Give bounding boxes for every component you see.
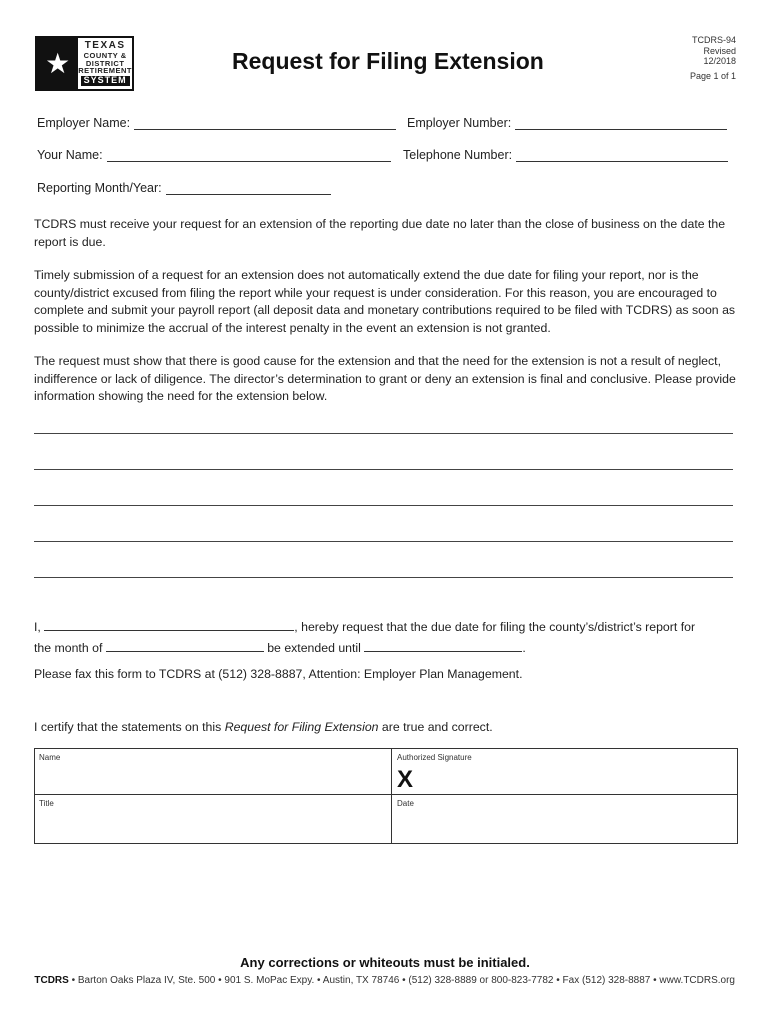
explanation-line-4[interactable] <box>34 541 733 542</box>
telephone-number-field[interactable] <box>403 148 728 162</box>
signature-table <box>34 748 738 844</box>
extended-until-input-line[interactable] <box>364 639 522 652</box>
star-icon: ★ <box>37 38 78 89</box>
certify-statement <box>34 720 493 734</box>
date-cell-label: Date <box>397 799 414 808</box>
reporting-month-year-field[interactable] <box>37 181 331 195</box>
footer-org: TCDRS <box>34 975 69 986</box>
explanation-line-5[interactable] <box>34 577 733 578</box>
month-of-input-line[interactable] <box>106 639 264 652</box>
your-name-input-line[interactable] <box>107 149 391 162</box>
your-name-label: Your Name: <box>37 148 103 162</box>
logo-line-3: DISTRICT <box>85 58 125 68</box>
request-statement <box>34 617 739 685</box>
explanation-line-3[interactable] <box>34 505 733 506</box>
reporting-month-year-label: Reporting Month/Year: <box>37 181 162 195</box>
logo-line-5: SYSTEM <box>81 76 130 85</box>
logo-line-1: TEXAS <box>84 40 126 52</box>
your-name-field[interactable] <box>37 148 391 162</box>
page-title: Request for Filing Extension <box>232 48 544 74</box>
telephone-number-label: Telephone Number: <box>403 148 513 162</box>
employer-number-label: Employer Number: <box>407 116 512 130</box>
paragraph-2: Timely submission of a request for an extension does not automatically extend the due date for filing your report, nor is the county/district excused from filing the report while your request is under consideration. For this reason, you are encouraged to complete and submit your payroll report (all deposit data and monetary contributions required to be filed with TCDRS) as soon as possible to minimize the accrual of the interest penalty in the event an extension is not granted. <box>34 268 736 335</box>
certify-form-name: Request for Filing Extension <box>224 720 379 734</box>
explanation-line-2[interactable] <box>34 469 733 470</box>
request-i-suffix: , hereby request that the due date for filing the county’s/district’s report for <box>294 620 696 634</box>
employer-name-label: Employer Name: <box>37 116 131 130</box>
instructions <box>34 216 739 422</box>
explanation-line-1[interactable] <box>34 433 733 434</box>
employer-name-input-line[interactable] <box>134 117 396 130</box>
employer-number-input-line[interactable] <box>515 117 727 130</box>
paragraph-3: The request must show that there is good cause for the extension and that the need for the extension is not a result of neglect, indifference or lack of diligence. The director’s determination to grant or deny an extension is final and conclusive. Please provide information showing the need for the extension below. <box>34 354 736 403</box>
signature-cell-label: Authorized Signature <box>397 753 472 762</box>
certify-suffix: are true and correct. <box>381 720 493 734</box>
employer-number-field[interactable] <box>407 116 727 130</box>
logo-line-4: RETIREMENT <box>78 66 132 76</box>
logo-text <box>78 38 132 89</box>
telephone-number-input-line[interactable] <box>516 149 728 162</box>
request-i-prefix: I, <box>34 620 41 634</box>
signature-x-mark: X <box>397 766 414 793</box>
page-number: Page 1 of 1 <box>689 71 736 81</box>
footer <box>34 975 735 986</box>
revised-date: 12/2018 <box>703 56 736 66</box>
month-of-label: the month of <box>34 641 103 655</box>
extended-until-label: be extended until <box>267 641 361 655</box>
request-period: . <box>522 641 526 655</box>
corrections-notice: Any corrections or whiteouts must be initialed. <box>240 955 530 970</box>
requester-name-input-line[interactable] <box>44 618 294 631</box>
request-line-2 <box>34 638 739 659</box>
table-divider-horizontal <box>35 794 737 795</box>
form-id-block <box>692 35 736 67</box>
name-cell-label: Name <box>39 753 61 762</box>
tcdrs-logo <box>35 36 134 91</box>
request-line-1 <box>34 617 739 638</box>
logo-line-2: COUNTY & <box>83 50 127 60</box>
table-divider-vertical <box>391 749 392 843</box>
paragraph-1: TCDRS must receive your request for an extension of the reporting due date no later than the close of business on the date the report is due. <box>34 217 726 249</box>
form-id: TCDRS-94 <box>691 35 736 45</box>
reporting-month-year-input-line[interactable] <box>166 182 331 195</box>
footer-address: • Barton Oaks Plaza IV, Ste. 500 • 901 S. MoPac Expy. • Austin, TX 78746 • (512) 328-8889 or 800-823-7782 • Fax (512) 328-8887 • www.TCDRS.org <box>68 975 735 986</box>
revised-label: Revised <box>703 45 736 56</box>
employer-name-field[interactable] <box>37 116 396 130</box>
certify-prefix: I certify that the statements on this <box>34 720 222 734</box>
title-cell-label: Title <box>39 799 54 808</box>
fax-instruction: Please fax this form to TCDRS at (512) 328-8887, Attention: Employer Plan Management. <box>34 667 523 681</box>
